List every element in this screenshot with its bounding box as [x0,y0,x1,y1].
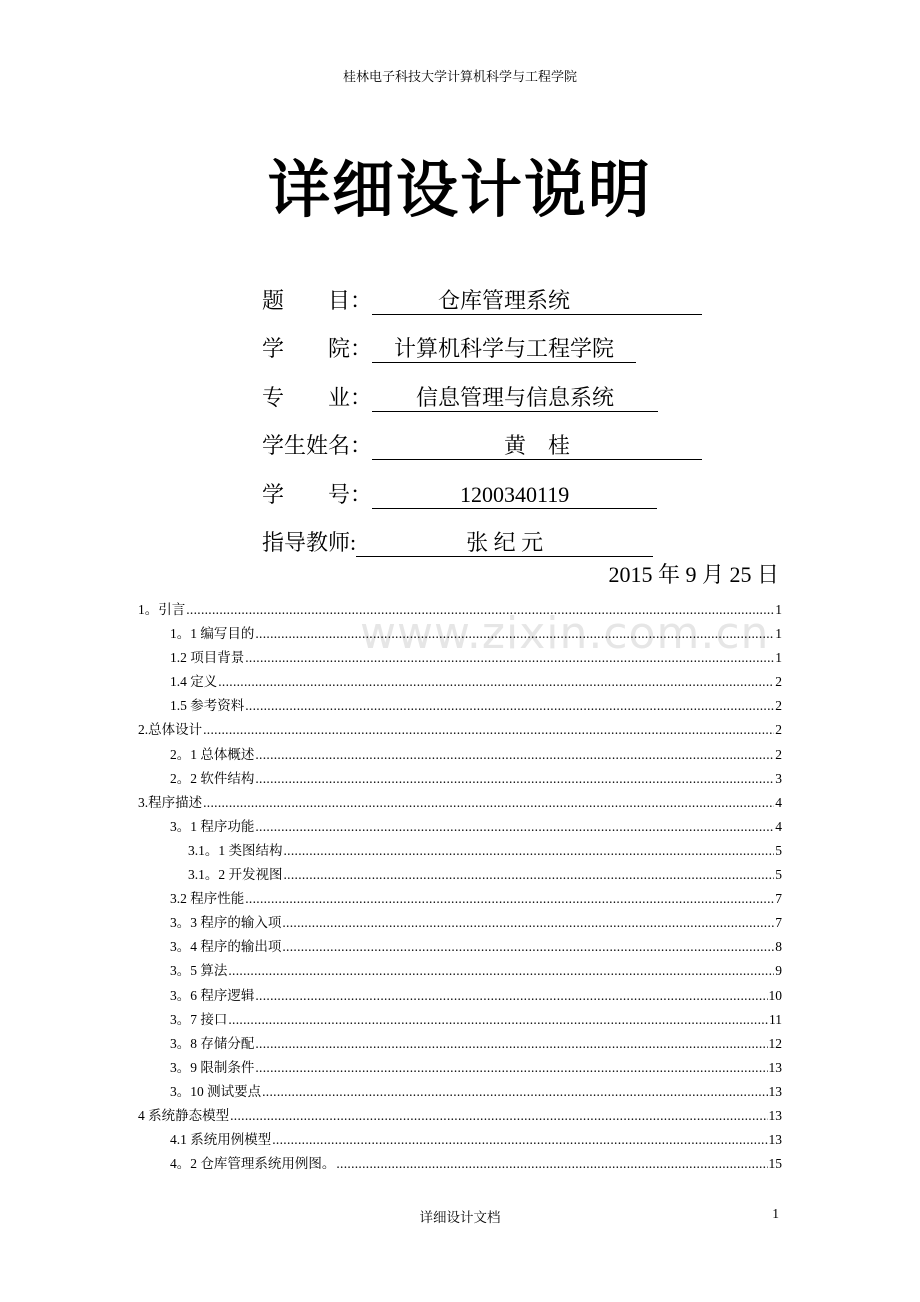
toc-leader-dots [230,1105,767,1127]
toc-leader-dots [255,1057,767,1079]
info-value: 黄 桂 [372,433,703,458]
toc-entry-text: 4 系统静态模型 [138,1107,230,1123]
toc-entry-text: 3。9 限制条件 [170,1059,255,1075]
footer-page-number: 1 [772,1206,779,1221]
toc-entry-text: 4。2 仓库管理系统用例图。 [170,1156,336,1172]
toc-leader-dots [262,1081,767,1103]
toc-entry-page: 5 [775,867,782,883]
toc-entry[interactable] [138,792,782,816]
toc-entry-text: 3.程序描述 [138,794,203,810]
cover-info [262,266,702,557]
toc-entry-page: 1 [775,602,782,617]
toc-entry[interactable] [138,671,782,695]
toc-entry[interactable] [138,768,782,792]
watermark: www.zixin.com.cn [360,608,770,659]
toc-entry-text: 3.1。2 开发视图 [188,867,283,883]
toc-entry-page: 7 [775,891,782,907]
toc-leader-dots [186,599,774,621]
toc-leader-dots [255,816,774,838]
toc-entry-page: 3 [775,770,782,786]
toc-entry-page: 2 [775,698,782,714]
toc-entry[interactable] [138,695,782,719]
toc-entry-page: 12 [768,1035,782,1051]
toc-entry-page: 15 [768,1156,782,1172]
toc-entry-text: 3。6 程序逻辑 [170,987,255,1003]
toc-leader-dots [203,792,774,814]
info-row-major [262,363,702,412]
info-value: 信息管理与信息系统 [372,384,659,410]
info-row-student-name [262,412,702,461]
toc-entry-text: 1。1 编写目的 [170,626,255,642]
toc-entry-text: 1.5 参考资料 [170,698,245,714]
toc-leader-dots [284,840,775,862]
toc-leader-dots [255,744,774,766]
info-label: 指导教师: [262,530,357,555]
toc-entry-text: 3.1。1 类图结构 [188,842,283,858]
info-row-college [262,315,702,364]
info-label: 题 目： [262,287,373,313]
info-value: 仓库管理系统 [372,287,703,313]
toc-entry-page: 11 [769,1011,782,1027]
toc-leader-dots [228,1009,768,1031]
toc-entry[interactable] [138,936,782,960]
toc-leader-dots [245,695,774,717]
toc-leader-dots [245,647,774,669]
info-value: 计算机科学与工程学院 [372,336,637,361]
toc-leader-dots [272,1129,767,1151]
footer-title: 详细设计文档 [419,1210,501,1225]
toc-leader-dots [282,936,774,958]
info-row-topic [262,266,702,315]
toc-leader-dots [218,671,774,693]
document-title: 详细设计说明 [267,153,652,226]
toc-entry-text: 3。3 程序的输入项 [170,915,282,931]
toc-leader-dots [255,1033,767,1055]
toc-entry[interactable] [138,719,782,743]
toc-entry[interactable] [138,1153,782,1177]
toc-entry[interactable] [138,647,782,671]
toc-entry-text: 3。7 接口 [170,1011,228,1027]
toc-entry[interactable] [138,960,782,984]
toc-entry[interactable] [138,1033,782,1057]
info-value: 1200340119 [372,481,658,507]
info-row-advisor [262,509,702,558]
toc-leader-dots [203,719,774,741]
toc-entry-page: 2 [775,746,782,762]
toc-entry-page: 1 [775,650,782,666]
toc-entry-page: 5 [775,842,782,858]
document-date: 2015 年 9 月 25 日 [608,562,779,587]
toc-entry[interactable] [138,864,782,888]
table-of-contents [138,599,782,1177]
toc-entry[interactable] [138,1129,782,1153]
toc-entry-page: 13 [768,1107,782,1123]
info-row-student-id [262,460,702,509]
toc-entry-text: 2。2 软件结构 [170,770,255,786]
toc-leader-dots [255,985,767,1007]
toc-entry-text: 3。8 存储分配 [170,1035,255,1051]
toc-entry-page: 4 [775,794,782,810]
toc-entry[interactable] [138,1057,782,1081]
toc-entry-page: 1 [775,626,782,642]
toc-leader-dots [282,912,774,934]
toc-entry-text: 3。1 程序功能 [170,818,255,834]
toc-entry[interactable] [138,816,782,840]
info-label: 学生姓名： [262,433,373,458]
toc-leader-dots [245,888,774,910]
toc-entry-page: 13 [768,1132,782,1148]
toc-entry[interactable] [138,888,782,912]
toc-leader-dots [336,1153,767,1175]
toc-entry-text: 4.1 系统用例模型 [170,1132,272,1148]
toc-entry-text: 2.总体设计 [138,722,203,738]
toc-entry-text: 1.2 项目背景 [170,650,245,666]
toc-leader-dots [255,623,774,645]
toc-entry-text: 3.2 程序性能 [170,891,245,907]
toc-entry-text: 1。引言 [138,602,186,617]
toc-entry[interactable] [138,1009,782,1033]
toc-entry-page: 13 [768,1059,782,1075]
toc-entry[interactable] [138,1105,782,1129]
toc-entry-text: 3。5 算法 [170,963,228,979]
toc-entry-text: 3。10 测试要点 [170,1083,262,1099]
toc-leader-dots [284,864,775,886]
toc-entry[interactable] [138,623,782,647]
toc-entry-text: 1.4 定义 [170,674,218,690]
toc-entry[interactable] [138,744,782,768]
toc-entry-page: 9 [775,963,782,979]
toc-entry-page: 2 [775,674,782,690]
toc-entry[interactable] [138,1081,782,1105]
toc-entry-page: 2 [775,722,782,738]
toc-entry-text: 3。4 程序的输出项 [170,939,282,955]
info-label: 学 院： [262,336,373,361]
toc-entry[interactable] [138,985,782,1009]
info-label: 专 业： [262,384,373,410]
toc-entry[interactable] [138,840,782,864]
toc-entry-page: 4 [775,818,782,834]
toc-entry-page: 13 [768,1083,782,1099]
toc-entry-page: 7 [775,915,782,931]
info-value: 张 纪 元 [356,530,654,555]
toc-entry-text: 2。1 总体概述 [170,746,255,762]
info-label: 学 号： [262,481,373,507]
toc-leader-dots [228,960,774,982]
toc-entry[interactable] [138,912,782,936]
page-header: 桂林电子科技大学计算机科学与工程学院 [342,69,577,84]
toc-entry-page: 10 [768,987,782,1003]
toc-entry-page: 8 [775,939,782,955]
toc-entry[interactable] [138,599,782,623]
toc-leader-dots [255,768,774,790]
